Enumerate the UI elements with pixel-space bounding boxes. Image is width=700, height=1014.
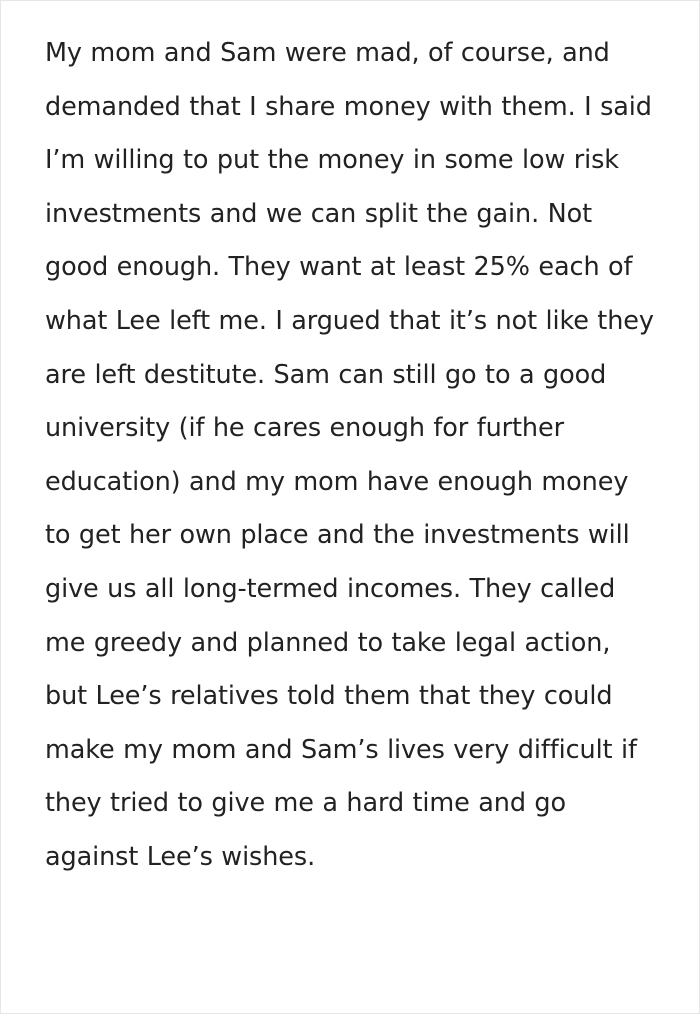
text-card [1,1,699,1013]
story-paragraph: My mom and Sam were mad, of course, and demanded that I share money with them. I said I’m willing to put the money in some low risk investments and we can split the gain. Not good enough. They want at least 25% each of what Lee left me. I argued that it’s not like they are left destitute. Sam can still go to a good university (if he cares enough for further education) and my mom have enough money to get her own place and the investments will give us all long-termed incomes. They called me greedy and planned to take legal action, but Lee’s relatives told them that they could make my mom and Sam’s lives very difficult if they tried to give me a hard time and go against Lee’s wishes. [45,38,663,872]
